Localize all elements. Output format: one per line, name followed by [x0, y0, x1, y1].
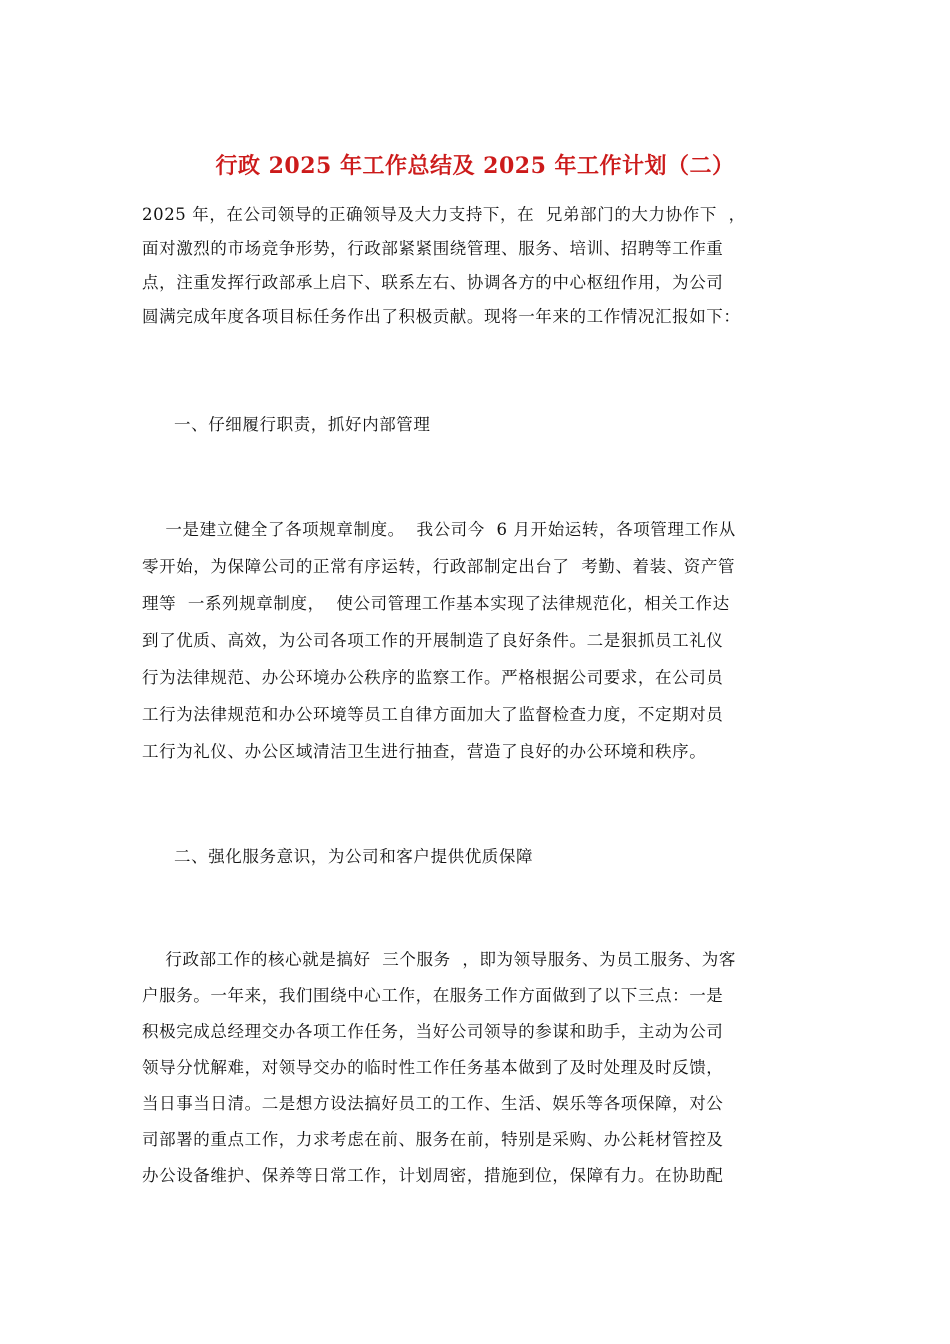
section1-line: 行为法律规范、办公环境办公秩序的监察工作。严格根据公司要求，在公司员	[142, 668, 724, 687]
section1-line: 工行为礼仪、办公区域清洁卫生进行抽查，营造了良好的办公环境和秩序。	[142, 742, 707, 761]
section2-line: 司部署的重点工作，力求考虑在前、服务在前，特别是采购、办公耗材管控及	[142, 1130, 724, 1149]
section1-line: 工行为法律规范和办公环境等员工自律方面加大了监督检查力度，不定期对员	[142, 705, 724, 724]
section1-line: 到了优质、高效，为公司各项工作的开展制造了良好条件。二是狠抓员工礼仪	[142, 631, 724, 650]
intro-line: 2025 年，在公司领导的正确领导及大力支持下，在 兄弟部门的大力协作下 ，	[142, 205, 746, 224]
section2-line: 户服务。一年来，我们围绕中心工作，在服务工作方面做到了以下三点：一是	[142, 986, 724, 1005]
intro-line: 圆满完成年度各项目标任务作出了积极贡献。现将一年来的工作情况汇报如下：	[142, 307, 741, 326]
section2-line: 积极完成总经理交办各项工作任务，当好公司领导的参谋和助手，主动为公司	[142, 1022, 724, 1041]
section2-line: 办公设备维护、保养等日常工作，计划周密，措施到位，保障有力。在协助配	[142, 1166, 724, 1185]
section2-line: 领导分忧解难，对领导交办的临时性工作任务基本做到了及时处理及时反馈，	[142, 1058, 724, 1077]
section1-line: 一是建立健全了各项规章制度。 我公司今 6 月开始运转，各项管理工作从	[142, 520, 736, 539]
section1-line: 理等 一系列规章制度， 使公司管理工作基本实现了法律规范化，相关工作达	[142, 594, 730, 613]
section1-line: 零开始，为保障公司的正常有序运转，行政部制定出台了 考勤、着装、资产管	[142, 557, 736, 576]
intro-line: 面对激烈的市场竞争形势，行政部紧紧围绕管理、服务、培训、招聘等工作重	[142, 239, 724, 258]
section2-line: 行政部工作的核心就是搞好 三个服务 ，即为领导服务、为员工服务、为客	[142, 950, 736, 969]
intro-line: 点，注重发挥行政部承上启下、联系左右、协调各方的中心枢纽作用，为公司	[142, 273, 724, 292]
document-title: 行政 2025 年工作总结及 2025 年工作计划（二）	[215, 153, 735, 179]
section-heading-1: 一、仔细履行职责，抓好内部管理	[174, 415, 431, 434]
section2-line: 当日事当日清。二是想方设法搞好员工的工作、生活、娱乐等各项保障，对公	[142, 1094, 724, 1113]
section-heading-2: 二、强化服务意识，为公司和客户提供优质保障	[174, 847, 534, 866]
